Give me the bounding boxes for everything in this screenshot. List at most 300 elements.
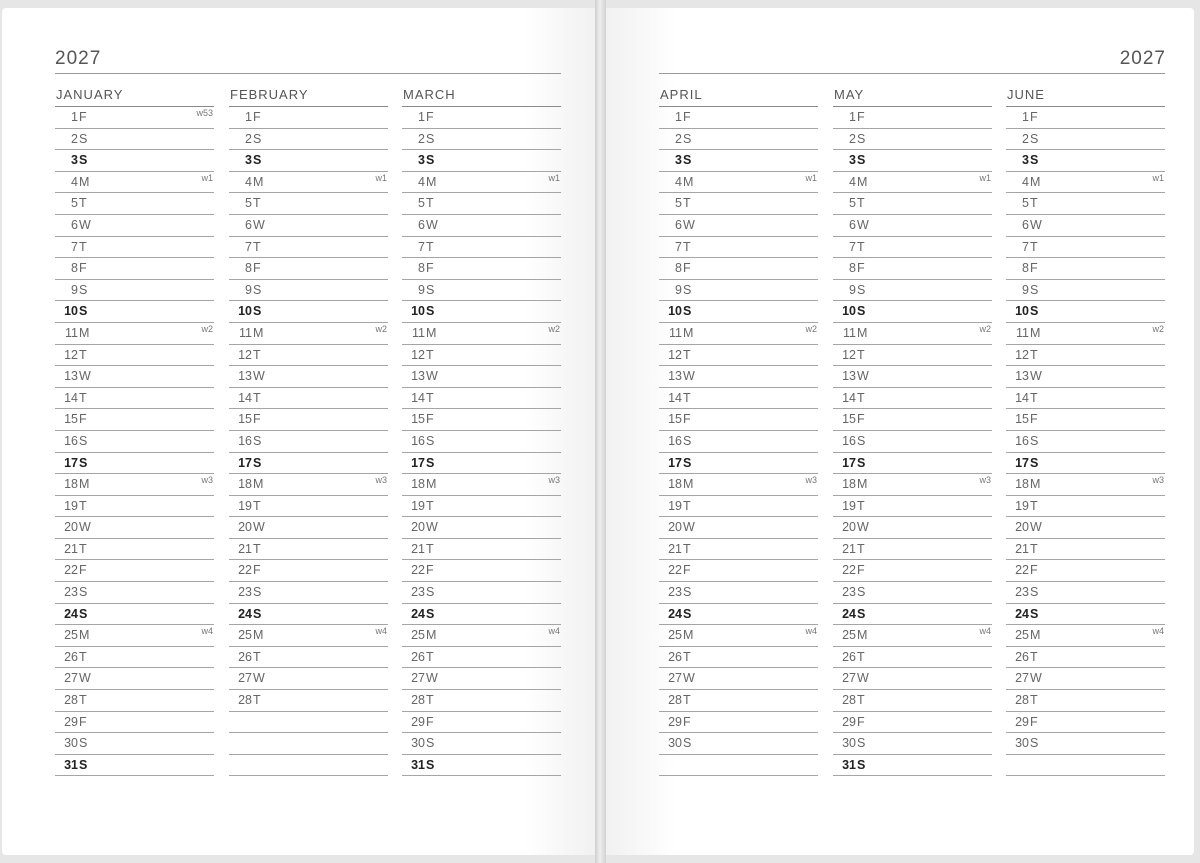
day-row — [402, 388, 561, 410]
day-row — [1006, 280, 1165, 302]
day-number: 15 — [411, 412, 425, 427]
day-number: 6 — [675, 217, 682, 232]
day-of-week: S — [426, 131, 435, 146]
day-row — [229, 431, 388, 453]
day-number: 29 — [64, 714, 78, 729]
day-of-week: T — [683, 498, 691, 513]
week-number: w2 — [201, 323, 213, 334]
day-number: 14 — [668, 390, 682, 405]
day-of-week: T — [426, 196, 434, 211]
day-of-week: S — [426, 153, 435, 168]
week-number: w1 — [979, 172, 991, 183]
day-row — [833, 366, 992, 388]
day-row — [55, 280, 214, 302]
day-of-week: F — [426, 261, 434, 276]
day-row — [1006, 323, 1165, 345]
day-of-week: S — [857, 455, 866, 470]
day-row — [659, 647, 818, 669]
week-number: w1 — [548, 172, 560, 183]
day-number: 1 — [71, 110, 78, 124]
day-of-week: W — [426, 520, 438, 535]
day-of-week: T — [253, 239, 261, 254]
day-row — [1006, 431, 1165, 453]
day-number: 17 — [238, 455, 252, 470]
day-of-week: S — [79, 304, 88, 319]
day-of-week: W — [683, 671, 695, 686]
day-row — [1006, 409, 1165, 431]
day-of-week: T — [426, 498, 434, 513]
day-row — [659, 712, 818, 734]
day-of-week: M — [79, 174, 90, 189]
day-row — [55, 388, 214, 410]
day-number: 24 — [64, 606, 78, 621]
day-number: 20 — [668, 520, 682, 535]
day-row — [402, 409, 561, 431]
day-row — [402, 258, 561, 280]
day-row — [1006, 733, 1165, 755]
day-of-week: S — [79, 455, 88, 470]
day-of-week: M — [426, 628, 437, 643]
month-name: MARCH — [402, 86, 561, 107]
day-row — [833, 604, 992, 626]
day-of-week: S — [79, 736, 88, 751]
day-of-week: W — [253, 671, 265, 686]
day-of-week: F — [683, 110, 691, 124]
day-row — [833, 496, 992, 518]
day-number: 3 — [71, 153, 78, 168]
day-of-week: S — [683, 455, 692, 470]
day-of-week: F — [857, 714, 865, 729]
day-number: 25 — [842, 628, 856, 643]
day-of-week: W — [857, 671, 869, 686]
day-number: 23 — [411, 585, 425, 600]
day-row — [1006, 172, 1165, 194]
day-row — [55, 755, 214, 777]
day-row — [833, 258, 992, 280]
day-of-week: M — [426, 174, 437, 189]
day-of-week: T — [79, 390, 87, 405]
day-number: 23 — [1015, 585, 1029, 600]
day-row — [402, 517, 561, 539]
day-of-week: W — [79, 217, 91, 232]
day-of-week: T — [683, 239, 691, 254]
day-of-week: S — [1030, 585, 1039, 600]
day-of-week: S — [683, 585, 692, 600]
week-number: w2 — [375, 323, 387, 334]
day-number: 31 — [842, 757, 856, 772]
day-row — [55, 172, 214, 194]
day-number: 18 — [842, 477, 856, 492]
day-of-week: T — [683, 541, 691, 556]
day-row — [659, 172, 818, 194]
day-row — [55, 215, 214, 237]
day-of-week: W — [1030, 671, 1042, 686]
day-number: 26 — [668, 649, 682, 664]
day-of-week: M — [1030, 174, 1041, 189]
day-of-week: M — [253, 477, 264, 492]
empty-row — [229, 712, 388, 734]
day-number: 7 — [849, 239, 856, 254]
day-number: 28 — [842, 693, 856, 708]
day-number: 7 — [245, 239, 252, 254]
right-page-year: 2027 — [1119, 48, 1166, 69]
day-number: 28 — [238, 693, 252, 708]
week-number: w2 — [979, 323, 991, 334]
day-row — [833, 193, 992, 215]
day-row — [659, 237, 818, 259]
day-number: 1 — [245, 110, 252, 124]
day-number: 24 — [1015, 606, 1029, 621]
week-number: w3 — [548, 475, 560, 486]
day-row — [402, 690, 561, 712]
day-of-week: S — [683, 433, 692, 448]
day-of-week: F — [79, 110, 87, 124]
day-row — [1006, 150, 1165, 172]
day-row — [229, 215, 388, 237]
day-row — [659, 625, 818, 647]
day-of-week: T — [79, 498, 87, 513]
day-row — [1006, 193, 1165, 215]
day-row — [402, 668, 561, 690]
day-of-week: F — [253, 563, 261, 578]
day-number: 12 — [668, 347, 682, 362]
day-of-week: W — [857, 369, 869, 384]
day-of-week: T — [857, 390, 865, 405]
week-number: w3 — [805, 475, 817, 486]
day-row — [1006, 215, 1165, 237]
day-number: 3 — [849, 153, 856, 168]
day-row — [1006, 237, 1165, 259]
day-of-week: M — [1030, 325, 1041, 340]
day-number: 12 — [64, 347, 78, 362]
day-of-week: M — [79, 628, 90, 643]
day-of-week: F — [79, 714, 87, 729]
day-of-week: T — [426, 693, 434, 708]
day-row — [1006, 388, 1165, 410]
day-number: 20 — [238, 520, 252, 535]
day-number: 16 — [411, 433, 425, 448]
day-number: 7 — [71, 239, 78, 254]
day-of-week: F — [683, 412, 691, 427]
day-row — [229, 366, 388, 388]
day-number: 30 — [842, 736, 856, 751]
day-number: 30 — [411, 736, 425, 751]
day-row — [402, 755, 561, 777]
day-number: 9 — [675, 282, 682, 297]
day-of-week: W — [79, 520, 91, 535]
day-row — [55, 604, 214, 626]
day-row — [659, 409, 818, 431]
day-row — [229, 539, 388, 561]
day-of-week: F — [1030, 563, 1038, 578]
day-number: 22 — [668, 563, 682, 578]
day-row — [402, 539, 561, 561]
day-row — [402, 453, 561, 475]
day-row — [55, 107, 214, 129]
month-column-march — [402, 86, 561, 776]
day-number: 5 — [418, 196, 425, 211]
day-row — [402, 323, 561, 345]
day-of-week: S — [857, 736, 866, 751]
day-row — [833, 690, 992, 712]
day-number: 21 — [668, 541, 682, 556]
day-number: 1 — [849, 110, 856, 124]
day-of-week: M — [683, 174, 694, 189]
day-number: 22 — [1015, 563, 1029, 578]
day-row — [229, 647, 388, 669]
day-of-week: M — [426, 325, 437, 340]
day-number: 1 — [1022, 110, 1029, 124]
day-number: 21 — [842, 541, 856, 556]
day-number: 13 — [1015, 369, 1029, 384]
day-row — [402, 582, 561, 604]
day-number: 28 — [1015, 693, 1029, 708]
day-number: 26 — [411, 649, 425, 664]
day-row — [402, 647, 561, 669]
day-row — [1006, 539, 1165, 561]
empty-row — [229, 755, 388, 777]
day-number: 5 — [245, 196, 252, 211]
day-of-week: S — [79, 153, 88, 168]
day-number: 26 — [238, 649, 252, 664]
left-page-year: 2027 — [55, 48, 102, 69]
day-number: 4 — [418, 174, 425, 189]
day-row — [659, 496, 818, 518]
day-row — [1006, 345, 1165, 367]
day-row — [229, 280, 388, 302]
day-of-week: F — [857, 110, 865, 124]
day-number: 15 — [1015, 412, 1029, 427]
day-number: 22 — [842, 563, 856, 578]
day-of-week: F — [253, 412, 261, 427]
day-number: 9 — [245, 282, 252, 297]
day-row — [833, 172, 992, 194]
day-row — [55, 496, 214, 518]
day-of-week: T — [857, 498, 865, 513]
day-number: 16 — [842, 433, 856, 448]
day-number: 8 — [1022, 261, 1029, 276]
day-of-week: S — [683, 736, 692, 751]
day-of-week: T — [253, 347, 261, 362]
day-row — [1006, 474, 1165, 496]
day-number: 20 — [842, 520, 856, 535]
day-of-week: F — [857, 261, 865, 276]
right-year-divider — [659, 73, 1165, 74]
week-number: w3 — [375, 475, 387, 486]
day-list — [659, 107, 818, 776]
day-number: 7 — [675, 239, 682, 254]
day-number: 3 — [245, 153, 252, 168]
day-row — [55, 323, 214, 345]
week-number: w4 — [1152, 626, 1164, 637]
day-row — [1006, 517, 1165, 539]
week-number: w53 — [196, 108, 213, 118]
day-number: 14 — [238, 390, 252, 405]
day-of-week: T — [79, 541, 87, 556]
day-number: 19 — [842, 498, 856, 513]
day-number: 13 — [842, 369, 856, 384]
day-row — [833, 474, 992, 496]
day-of-week: W — [1030, 369, 1042, 384]
day-number: 27 — [668, 671, 682, 686]
day-of-week: S — [79, 433, 88, 448]
day-row — [833, 453, 992, 475]
day-row — [659, 604, 818, 626]
day-row — [229, 625, 388, 647]
day-of-week: T — [1030, 541, 1038, 556]
day-row — [402, 496, 561, 518]
day-number: 5 — [1022, 196, 1029, 211]
day-of-week: T — [426, 390, 434, 405]
day-number: 18 — [238, 477, 252, 492]
day-number: 17 — [842, 455, 856, 470]
day-number: 27 — [64, 671, 78, 686]
day-of-week: S — [253, 304, 262, 319]
day-row — [402, 560, 561, 582]
day-row — [1006, 668, 1165, 690]
day-of-week: F — [253, 110, 261, 124]
day-of-week: S — [1030, 606, 1039, 621]
day-number: 18 — [411, 477, 425, 492]
day-row — [833, 668, 992, 690]
day-number: 14 — [1015, 390, 1029, 405]
day-row — [659, 690, 818, 712]
day-of-week: S — [857, 304, 866, 319]
day-of-week: S — [1030, 282, 1039, 297]
day-number: 2 — [675, 131, 682, 146]
week-number: w4 — [805, 626, 817, 637]
day-number: 11 — [1016, 325, 1029, 340]
day-number: 20 — [64, 520, 78, 535]
day-number: 7 — [418, 239, 425, 254]
day-number: 16 — [238, 433, 252, 448]
day-number: 22 — [411, 563, 425, 578]
day-of-week: M — [426, 477, 437, 492]
week-number: w3 — [201, 475, 213, 486]
day-number: 4 — [675, 174, 682, 189]
day-row — [402, 150, 561, 172]
day-number: 18 — [1015, 477, 1029, 492]
day-row — [1006, 366, 1165, 388]
day-of-week: S — [857, 153, 866, 168]
day-row — [1006, 560, 1165, 582]
day-of-week: S — [79, 757, 88, 772]
day-row — [229, 150, 388, 172]
day-of-week: S — [857, 282, 866, 297]
day-of-week: S — [79, 282, 88, 297]
day-of-week: F — [857, 412, 865, 427]
day-of-week: S — [683, 606, 692, 621]
month-name: APRIL — [659, 86, 818, 107]
day-of-week: W — [426, 217, 438, 232]
day-number: 11 — [239, 325, 252, 340]
day-of-week: T — [1030, 239, 1038, 254]
day-of-week: W — [1030, 217, 1042, 232]
day-of-week: W — [253, 369, 265, 384]
day-row — [833, 560, 992, 582]
day-of-week: T — [857, 347, 865, 362]
day-of-week: T — [1030, 347, 1038, 362]
day-row — [833, 323, 992, 345]
day-of-week: S — [253, 606, 262, 621]
month-column-february — [229, 86, 388, 776]
day-number: 10 — [411, 304, 425, 319]
day-of-week: S — [426, 585, 435, 600]
day-row — [402, 431, 561, 453]
day-row — [402, 604, 561, 626]
day-number: 1 — [675, 110, 682, 124]
day-row — [659, 280, 818, 302]
week-number: w2 — [805, 323, 817, 334]
day-number: 3 — [418, 153, 425, 168]
day-number: 15 — [64, 412, 78, 427]
day-of-week: W — [683, 520, 695, 535]
day-row — [659, 193, 818, 215]
day-row — [229, 604, 388, 626]
day-of-week: T — [1030, 649, 1038, 664]
month-name: JANUARY — [55, 86, 214, 107]
day-number: 31 — [64, 757, 78, 772]
day-number: 11 — [669, 325, 682, 340]
day-row — [55, 409, 214, 431]
day-row — [55, 150, 214, 172]
day-number: 27 — [411, 671, 425, 686]
day-number: 4 — [71, 174, 78, 189]
day-row — [402, 733, 561, 755]
day-number: 23 — [842, 585, 856, 600]
day-of-week: S — [1030, 455, 1039, 470]
day-row — [55, 560, 214, 582]
day-number: 5 — [849, 196, 856, 211]
week-number: w4 — [979, 626, 991, 637]
day-row — [833, 712, 992, 734]
day-number: 25 — [64, 628, 78, 643]
day-row — [229, 107, 388, 129]
day-row — [833, 733, 992, 755]
day-row — [55, 517, 214, 539]
day-of-week: W — [683, 217, 695, 232]
day-number: 10 — [668, 304, 682, 319]
day-number: 15 — [238, 412, 252, 427]
day-row — [833, 431, 992, 453]
day-of-week: T — [253, 693, 261, 708]
day-row — [402, 129, 561, 151]
day-of-week: W — [79, 369, 91, 384]
day-number: 27 — [842, 671, 856, 686]
day-row — [833, 409, 992, 431]
day-of-week: S — [426, 757, 435, 772]
day-row — [402, 237, 561, 259]
day-number: 23 — [668, 585, 682, 600]
day-row — [402, 625, 561, 647]
day-row — [229, 409, 388, 431]
day-of-week: W — [857, 520, 869, 535]
day-of-week: S — [426, 606, 435, 621]
day-number: 4 — [245, 174, 252, 189]
day-number: 19 — [1015, 498, 1029, 513]
day-of-week: F — [857, 563, 865, 578]
day-number: 29 — [668, 714, 682, 729]
week-number: w1 — [1152, 172, 1164, 183]
day-list — [833, 107, 992, 776]
day-row — [1006, 496, 1165, 518]
day-of-week: S — [1030, 153, 1039, 168]
day-row — [229, 345, 388, 367]
day-of-week: S — [857, 433, 866, 448]
day-row — [833, 539, 992, 561]
month-column-may — [833, 86, 992, 776]
day-row — [55, 712, 214, 734]
